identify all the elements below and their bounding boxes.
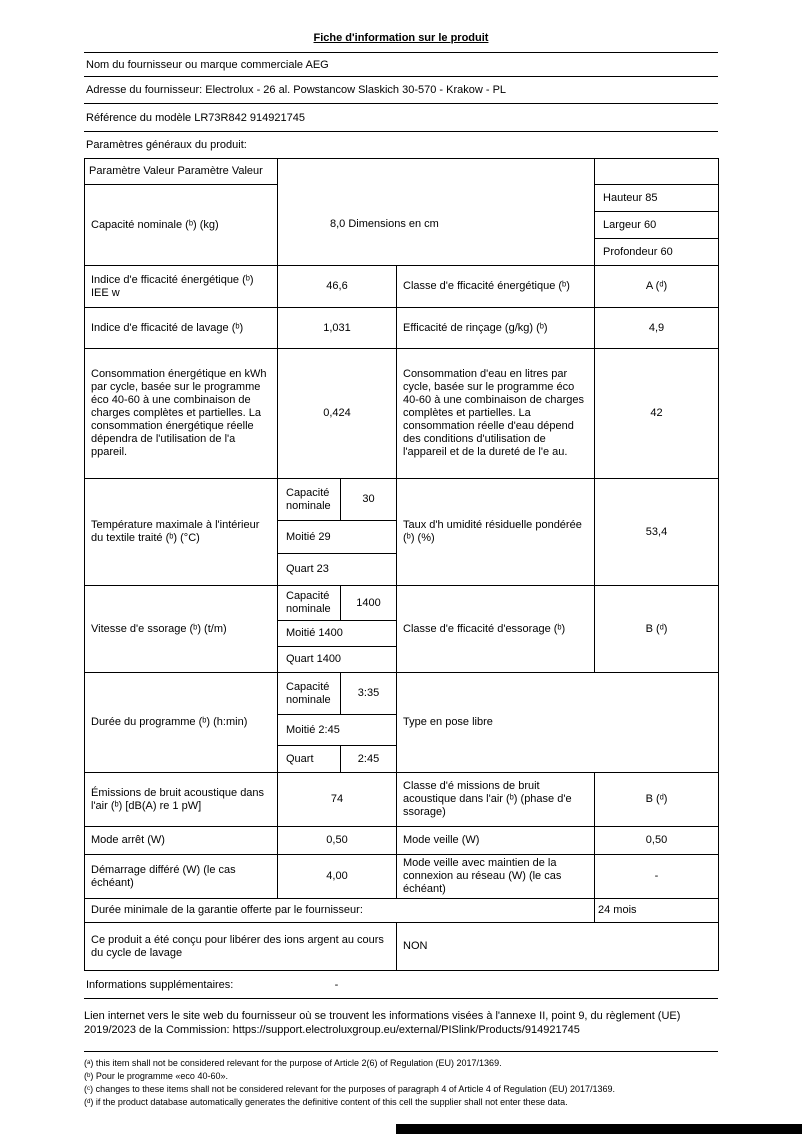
energy-efficiency-index-value: 46,6 (278, 266, 397, 308)
supplier-link-intro: Lien internet vers le site web du fournisseur où se trouvent les informations visées à l'annexe II, point 9, du règlement (UE) 2019/2023 de la Commission: (84, 1010, 681, 1036)
duration-half-cell (278, 715, 397, 746)
dimension-height: Hauteur 85 (595, 185, 719, 212)
general-parameters-row (84, 131, 718, 158)
water-consumption-value: 42 (595, 349, 719, 479)
networked-standby-value: - (595, 855, 719, 899)
silver-ions-row (85, 923, 719, 971)
warranty-label: Durée minimale de la garantie offerte par le fournisseur: (85, 899, 595, 923)
capacity-value: 8,0 (330, 218, 346, 231)
temp-rated-value: 30 (341, 479, 397, 521)
columns-header-spacer (278, 159, 595, 185)
spin-quarter-value: 1400 (316, 653, 342, 665)
columns-header-row (85, 159, 719, 185)
residual-humidity-value: 53,4 (595, 479, 719, 586)
spin-rated-value: 1400 (341, 586, 397, 621)
supplier-link-url[interactable]: https://support.electroluxgroup.eu/external/PISlink/Products/914921745 (232, 1024, 580, 1036)
energy-efficiency-class-label: Classe d'e fficacité énergétique (ᵇ) (397, 266, 595, 308)
capacity-value-cell (278, 185, 595, 266)
delayed-start-row (85, 855, 719, 899)
dimensions-label: Dimensions en cm (348, 218, 439, 231)
energy-efficiency-class-value: A (ᵈ) (595, 266, 719, 308)
parameters-table (84, 158, 719, 971)
capacity-row (85, 185, 719, 212)
dimension-depth: Profondeur 60 (595, 239, 719, 266)
silver-ions-label: Ce produit a été conçu pour libérer des ions argent au cours du cycle de lavage (85, 923, 397, 971)
standby-mode-value: 0,50 (595, 827, 719, 855)
type-label: Type en pose libre (397, 673, 719, 773)
columns-header-cell: Paramètre Valeur Paramètre Valeur (85, 159, 278, 185)
capacity-label: Capacité nominale (ᵇ) (kg) (85, 185, 278, 266)
noise-class-value: B (ᵈ) (595, 773, 719, 827)
energy-efficiency-index-label: Indice d'e fficacité énergétique (ᵇ) IEE w (85, 266, 278, 308)
standby-mode-label: Mode veille (W) (397, 827, 595, 855)
off-mode-value: 0,50 (278, 827, 397, 855)
programme-duration-row (85, 673, 719, 715)
rinsing-efficiency-label: Efficacité de rinçage (g/kg) (ᵇ) (397, 308, 595, 349)
footnote-d: (ᵈ) if the product database automatically generates the definitive content of this cell the supplier shall not enter these data. (84, 1097, 568, 1107)
washing-efficiency-row (85, 308, 719, 349)
temp-half-value: 29 (318, 530, 331, 543)
duration-quarter-value: 2:45 (341, 746, 397, 773)
title-row (84, 0, 718, 52)
spin-class-value: B (ᵈ) (595, 586, 719, 673)
temp-rated-label: Capacité nominale (278, 479, 341, 521)
noise-row (85, 773, 719, 827)
duration-quarter-label: Quart (278, 746, 341, 773)
spin-half-label: Moitié (286, 627, 316, 639)
temp-quarter-value: 23 (316, 563, 329, 575)
off-mode-label: Mode arrêt (W) (85, 827, 278, 855)
address-row (84, 76, 718, 103)
spin-quarter-cell (278, 647, 397, 673)
temp-quarter-label: Quart (286, 563, 314, 575)
additional-info-value: - (334, 978, 339, 991)
noise-class-label: Classe d'é missions de bruit acoustique dans l'air (ᵇ) (phase d'e ssorage) (397, 773, 595, 827)
supplier-address-text: Adresse du fournisseur: Electrolux - 26 al. Powstancow Slaskich 30-570 - Krakow - PL (86, 84, 507, 96)
fiche-content (84, 0, 718, 1109)
delayed-start-value: 4,00 (278, 855, 397, 899)
noise-value: 74 (278, 773, 397, 827)
bottom-page-bar (396, 1124, 802, 1134)
networked-standby-label: Mode veille avec maintien de la connexion au réseau (W) (le cas échéant) (397, 855, 595, 899)
spin-speed-row (85, 586, 719, 621)
general-parameters-text: Paramètres généraux du produit: (86, 139, 247, 151)
residual-humidity-label: Taux d'h umidité résiduelle pondérée (ᵇ) (%) (397, 479, 595, 586)
washing-efficiency-index-label: Indice d'e fficacité de lavage (ᵇ) (85, 308, 278, 349)
columns-header-spacer-right (595, 159, 719, 185)
additional-info-label: Informations supplémentaires: (86, 978, 234, 991)
silver-ions-value: NON (397, 923, 719, 971)
max-temperature-label: Température maximale à l'intérieur du textile traité (ᵇ) (°C) (85, 479, 278, 586)
delayed-start-label: Démarrage différé (W) (le cas échéant) (85, 855, 278, 899)
temp-half-label: Moitié (286, 530, 316, 543)
temp-quarter-cell (278, 554, 397, 586)
energy-consumption-value: 0,424 (278, 349, 397, 479)
off-mode-row (85, 827, 719, 855)
dimension-width: Largeur 60 (595, 212, 719, 239)
temp-half-cell (278, 521, 397, 554)
warranty-row (85, 899, 719, 923)
warranty-value: 24 mois (595, 899, 719, 923)
footnote-c: (ᶜ) changes to these items shall not be considered relevant for the purposes of paragraph 4 of Article 4 of Regulation (EU) 2017/1369. (84, 1084, 615, 1094)
supplier-link-paragraph (84, 1009, 718, 1037)
washing-efficiency-index-value: 1,031 (278, 308, 397, 349)
page-title: Fiche d'information sur le produit (313, 32, 489, 44)
spin-half-value: 1400 (318, 627, 343, 639)
energy-efficiency-row (85, 266, 719, 308)
energy-consumption-label: Consommation énergétique en kWh par cycle, basée sur le programme éco 40-60 à une combinaison de charges complètes et partielles. La consommation énergétique réelle dépendra de l'utilisation de l'a ppareil. (85, 349, 278, 479)
supplier-row (84, 52, 718, 76)
spin-rated-label: Capacité nominale (278, 586, 341, 621)
consumption-row (85, 349, 719, 479)
spin-half-cell (278, 621, 397, 647)
additional-info-row (84, 971, 718, 999)
spin-class-label: Classe d'e fficacité d'essorage (ᵇ) (397, 586, 595, 673)
duration-half-value: 2:45 (318, 723, 340, 736)
noise-label: Émissions de bruit acoustique dans l'air (ᵇ) [dB(A) re 1 pW] (85, 773, 278, 827)
duration-half-label: Moitié (286, 723, 316, 736)
duration-rated-label: Capacité nominale (278, 673, 341, 715)
duration-rated-value: 3:35 (341, 673, 397, 715)
footnote-a: (ᵃ) this item shall not be considered relevant for the purpose of Article 2(6) of Regulation (EU) 2017/1369. (84, 1058, 502, 1068)
supplier-name-text: Nom du fournisseur ou marque commerciale AEG (86, 58, 329, 71)
spin-quarter-label: Quart (286, 653, 314, 665)
footnotes-section (84, 1051, 718, 1108)
max-temperature-row (85, 479, 719, 521)
programme-duration-label: Durée du programme (ᵇ) (h:min) (85, 673, 278, 773)
rinsing-efficiency-value: 4,9 (595, 308, 719, 349)
model-reference-row (84, 103, 718, 131)
model-reference-text: Référence du modèle LR73R842 914921745 (86, 111, 305, 124)
spin-speed-label: Vitesse d'e ssorage (ᵇ) (t/m) (85, 586, 278, 673)
footnote-b: (ᵇ) Pour le programme «eco 40-60». (84, 1071, 228, 1081)
water-consumption-label: Consommation d'eau en litres par cycle, basée sur le programme éco 40-60 à une combinaison de charges complètes et partielles. La consommation réelle d'eau dépend des conditions d'utilisation de l'appareil et de la dureté de l'e au. (397, 349, 595, 479)
